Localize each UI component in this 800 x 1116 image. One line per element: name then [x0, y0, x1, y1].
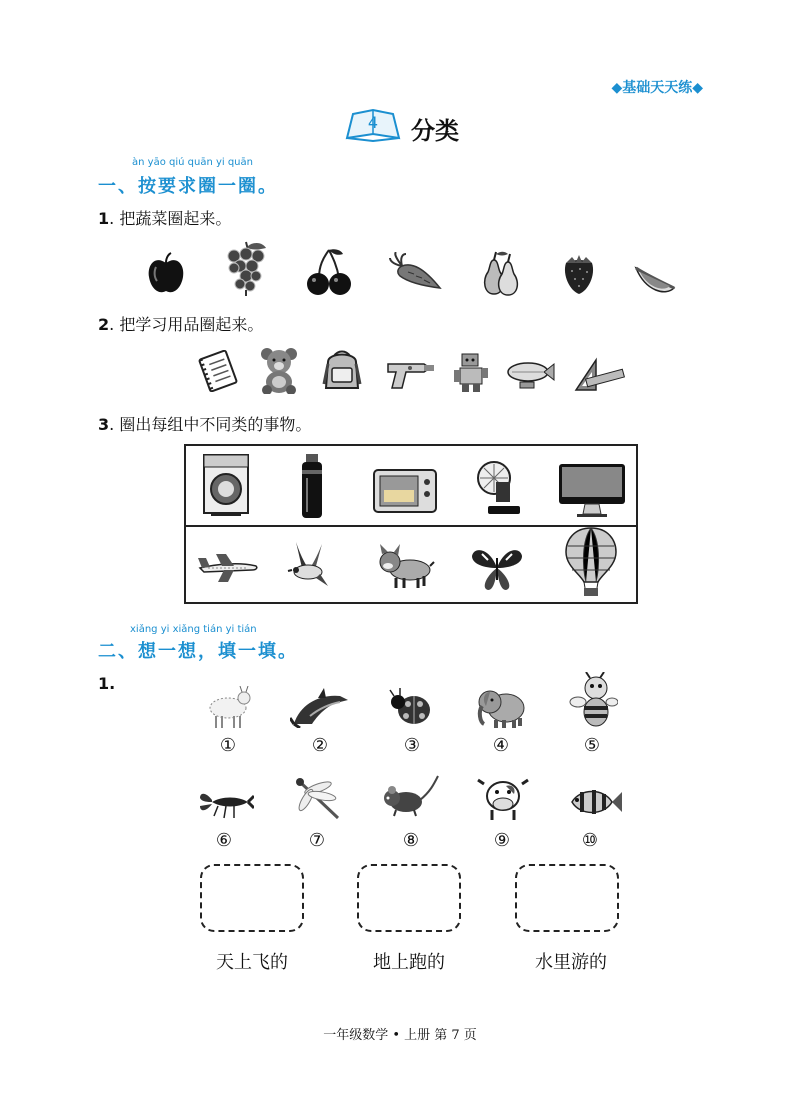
thermos-icon[interactable] — [298, 452, 326, 520]
answer-label-sky: 天上飞的 — [216, 952, 288, 973]
lesson-number-badge — [345, 108, 401, 146]
backpack-icon[interactable] — [320, 350, 364, 392]
lesson-title: 分类 — [411, 117, 459, 145]
cow-icon[interactable] — [476, 776, 530, 822]
clownfish-icon[interactable] — [568, 786, 622, 818]
animal-label-8: ⑧ — [402, 830, 420, 851]
lobster-icon[interactable] — [198, 782, 254, 822]
section2-title: 二、想一想，填一填。 — [98, 641, 298, 662]
question-1: 1. 把蔬菜圈起来。 — [98, 209, 232, 228]
question-3: 3. 圈出每组中不同类的事物。 — [98, 415, 312, 434]
fan-icon[interactable] — [474, 456, 524, 518]
animal-label-2: ② — [311, 735, 329, 756]
notebook-icon[interactable] — [196, 350, 240, 392]
strawberry-icon[interactable] — [560, 253, 598, 295]
apple-icon[interactable] — [143, 250, 189, 296]
page-footer: 一年级数学 • 上册 第 7 页 — [323, 1028, 477, 1043]
watermelon-slice-icon[interactable] — [634, 262, 676, 296]
elephant-icon[interactable] — [474, 686, 528, 730]
section1-title: 一、按要求圈一圈。 — [98, 176, 278, 197]
question-2: 2. 把学习用品圈起来。 — [98, 315, 264, 334]
answer-label-land: 地上跑的 — [373, 952, 445, 973]
carrot-icon[interactable] — [388, 252, 444, 294]
teddy-bear-icon[interactable] — [258, 346, 300, 394]
section1-pinyin: àn yāo qiú quān yi quān — [132, 157, 253, 168]
sheep-icon[interactable] — [202, 686, 254, 730]
animal-label-3: ③ — [403, 735, 421, 756]
animal-label-7: ⑦ — [308, 830, 326, 851]
hot-air-balloon-icon[interactable] — [564, 526, 618, 598]
computer-monitor-icon[interactable] — [556, 462, 628, 518]
cherries-icon[interactable] — [305, 248, 353, 296]
pears-icon[interactable] — [478, 250, 524, 296]
answer-box-sky[interactable] — [200, 864, 304, 932]
animal-label-6: ⑥ — [215, 830, 233, 851]
answer-box-water[interactable] — [515, 864, 619, 932]
lesson-number: 4 — [367, 113, 379, 132]
answer-label-water: 水里游的 — [535, 952, 607, 973]
dragonfly-icon[interactable] — [290, 776, 348, 824]
airplane-icon[interactable] — [196, 546, 260, 586]
set-square-icon[interactable] — [572, 356, 626, 392]
animal-label-4: ④ — [492, 735, 510, 756]
question-num: 1. — [98, 674, 116, 693]
animal-label-10: ⑩ — [581, 830, 599, 851]
toy-robot-icon[interactable] — [450, 350, 492, 394]
dog-icon[interactable] — [374, 544, 436, 590]
animal-label-1: ① — [219, 735, 237, 756]
bird-icon[interactable] — [286, 538, 332, 594]
oven-icon[interactable] — [372, 466, 438, 516]
bee-icon[interactable] — [568, 672, 618, 730]
airship-icon[interactable] — [504, 360, 556, 390]
dolphin-icon[interactable] — [290, 686, 350, 728]
grapes-icon[interactable] — [222, 240, 272, 296]
section-tag: ◆基础天天练◆ — [611, 80, 703, 96]
ladybug-icon[interactable] — [388, 686, 436, 728]
washing-machine-icon[interactable] — [200, 452, 252, 518]
toy-gun-icon[interactable] — [384, 356, 436, 392]
animal-label-9: ⑨ — [493, 830, 511, 851]
butterfly-icon[interactable] — [470, 544, 524, 592]
animal-label-5: ⑤ — [583, 735, 601, 756]
answer-box-land[interactable] — [357, 864, 461, 932]
section2-pinyin: xiǎng yi xiǎng tián yi tián — [130, 624, 257, 635]
mouse-icon[interactable] — [382, 774, 440, 818]
